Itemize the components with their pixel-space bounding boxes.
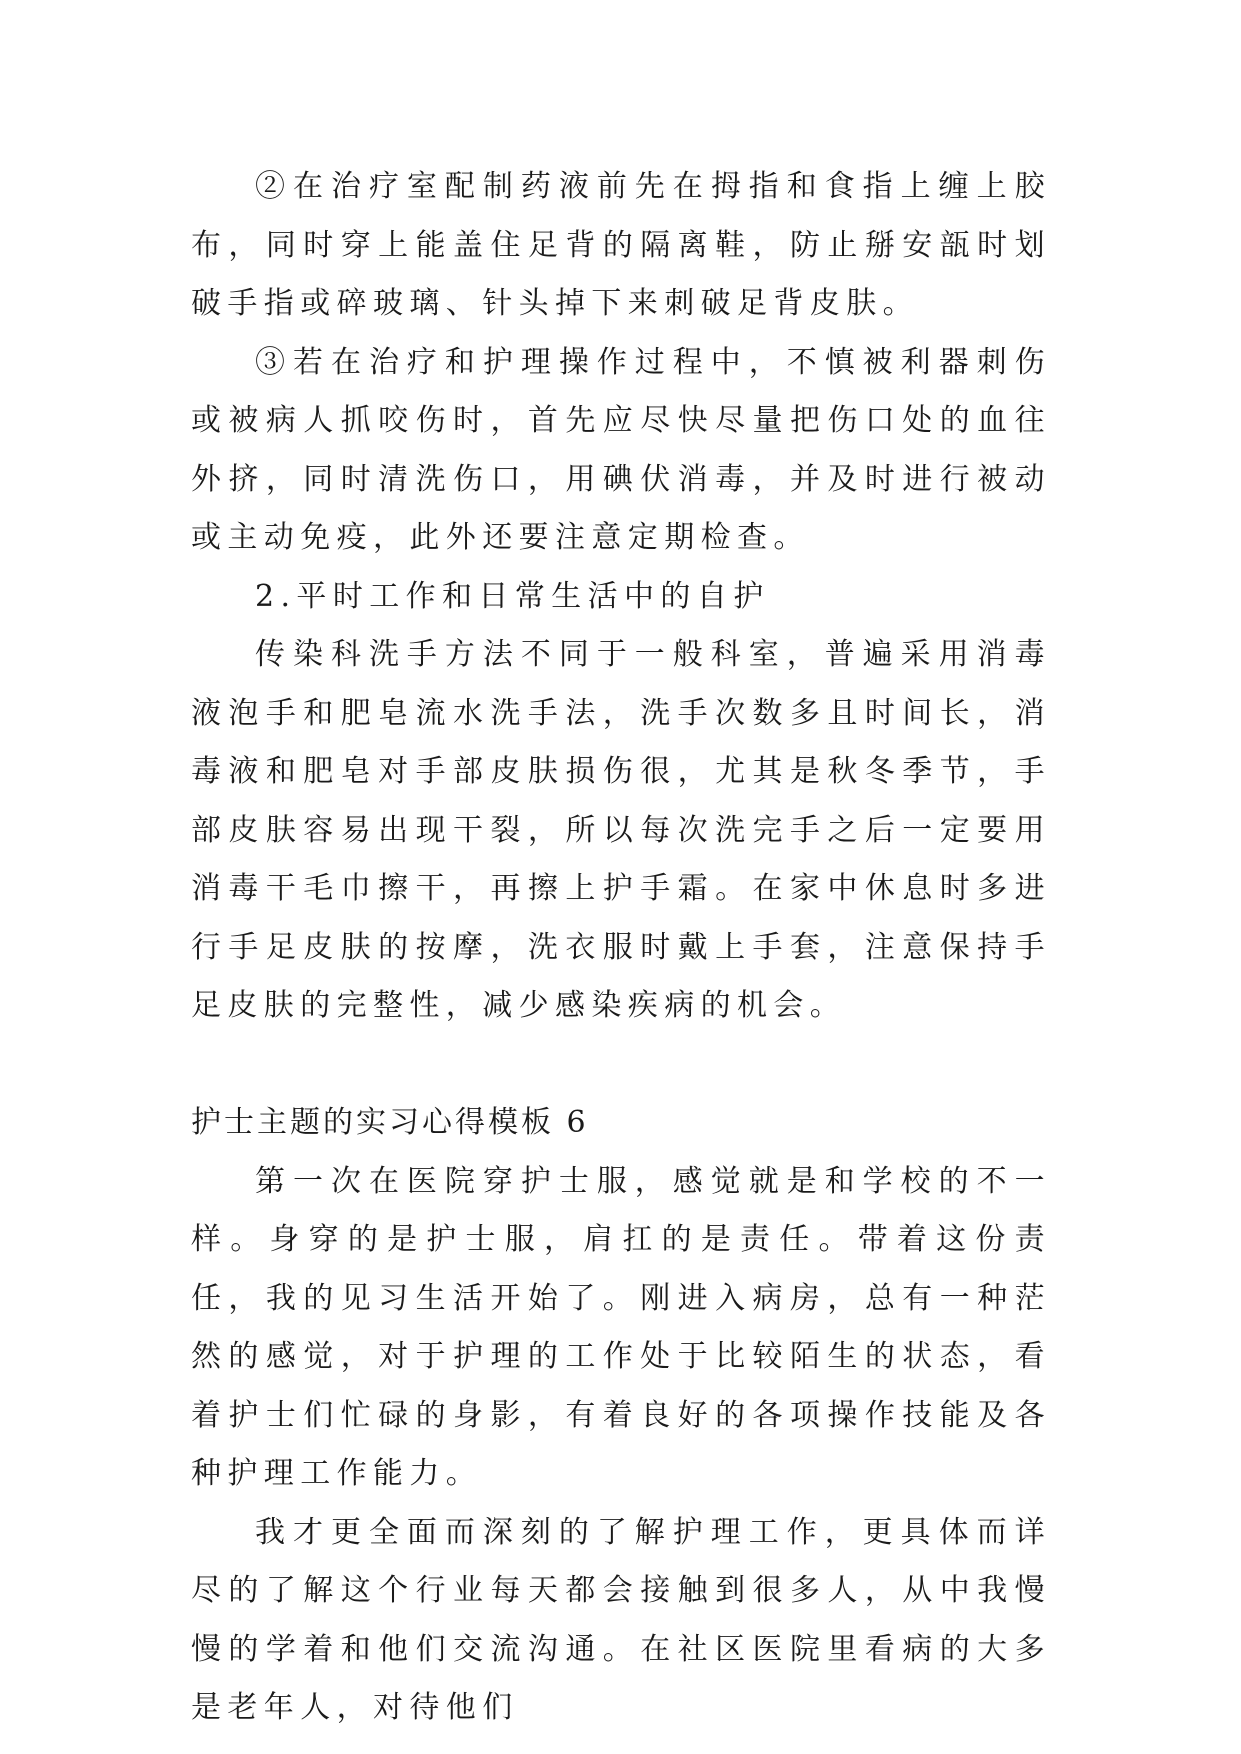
paragraph-subheading-self-protection: 2.平时工作和日常生活中的自护 — [255, 578, 770, 614]
paragraph-hand-washing: 传染科洗手方法不同于一般科室，普遍采用消毒液泡手和肥皂流水洗手法，洗手次数多且时间长，消毒液和肥皂对手部皮肤损伤很，尤其是秋冬季节，手部皮肤容易出现干裂，所以每次洗完手之后一定要用消毒干毛巾擦干，再擦上护手霜。在家中休息时多进行手足皮肤的按摩，洗衣服时戴上手套，注意保持手足皮肤的完整性，减少感染疾病的机会。 — [191, 637, 1051, 1023]
document-body — [191, 158, 1051, 1738]
paragraph-prevention-tape: ②在治疗室配制药液前先在拇指和食指上缠上胶布，同时穿上能盖住足背的隔离鞋，防止掰安瓿时划破手指或碎玻璃、针头掉下来刺破足背皮肤。 — [191, 169, 1051, 321]
paragraph-injury-handling: ③若在治疗和护理操作过程中，不慎被利器刺伤或被病人抓咬伤时，首先应尽快尽量把伤口处的血往外挤，同时清洗伤口，用碘伏消毒，并及时进行被动或主动免疫，此外还要注意定期检查。 — [191, 344, 1051, 555]
section-gap — [191, 1036, 1051, 1095]
section-title: 护士主题的实习心得模板 6 — [191, 1105, 589, 1140]
paragraph-understanding-nursing: 我才更全面而深刻的了解护理工作，更具体而详尽的了解这个行业每天都会接触到很多人，从中我慢慢的学着和他们交流沟通。在社区医院里看病的大多是老年人，对待他们 — [191, 1514, 1051, 1725]
paragraph-first-day: 第一次在医院穿护士服，感觉就是和学校的不一样。身穿的是护士服，肩扛的是责任。带着这份责任，我的见习生活开始了。刚进入病房，总有一种茫然的感觉，对于护理的工作处于比较陌生的状态，看着护士们忙碌的身影，有着良好的各项操作技能及各种护理工作能力。 — [191, 1163, 1051, 1491]
